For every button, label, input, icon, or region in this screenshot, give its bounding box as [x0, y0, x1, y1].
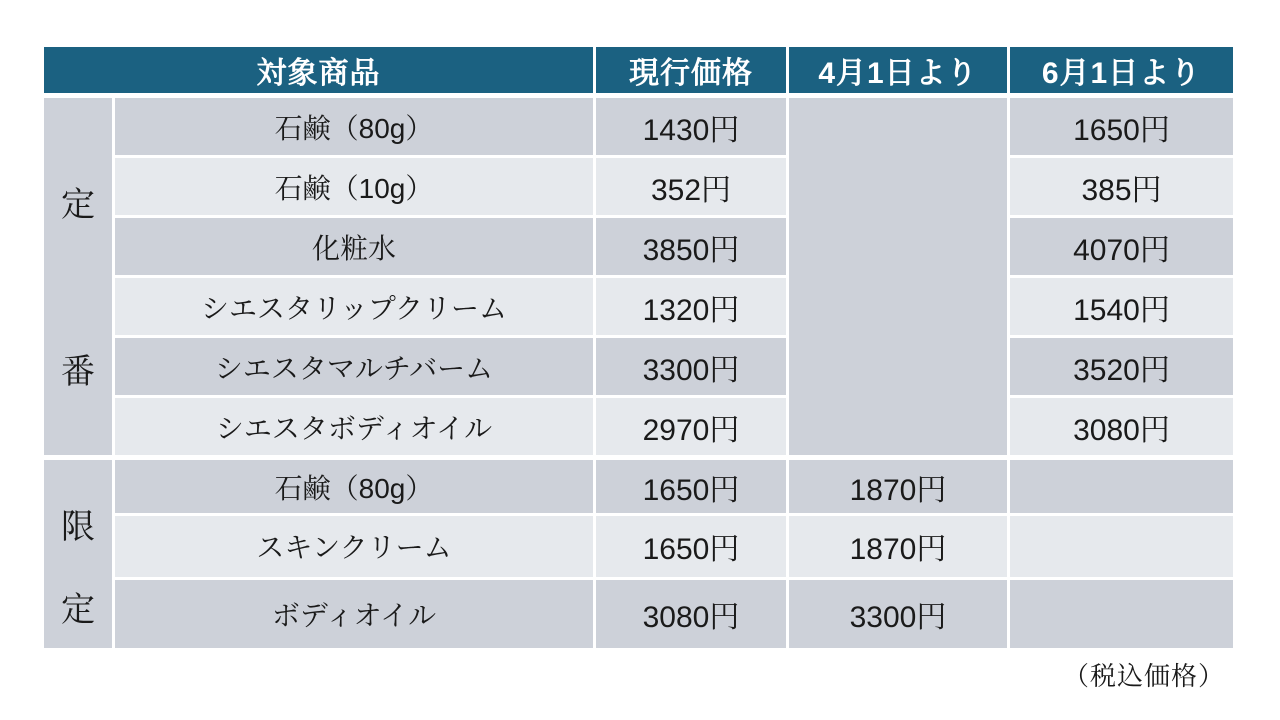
product-cell: 化粧水 [115, 218, 593, 275]
current-price-cell: 1650円 [596, 458, 786, 513]
june-price-blank-cell [1010, 458, 1233, 513]
june-price-cell: 3520円 [1010, 338, 1233, 395]
col-header-from-april: 4月1日より [789, 47, 1007, 95]
col-header-current-price: 現行価格 [596, 47, 786, 95]
header-row [44, 47, 1233, 95]
current-price-cell: 3850円 [596, 218, 786, 275]
product-cell: スキンクリーム [115, 516, 593, 576]
table-row [44, 458, 1233, 513]
june-price-cell: 1540円 [1010, 278, 1233, 335]
table-row [44, 158, 1233, 215]
current-price-cell: 1320円 [596, 278, 786, 335]
table-row [44, 516, 1233, 576]
current-price-cell: 3080円 [596, 580, 786, 648]
current-price-cell: 1430円 [596, 98, 786, 155]
tax-included-note: （税込価格） [1062, 661, 1225, 691]
product-cell: 石鹸（80g） [115, 98, 593, 155]
category-standard-char-2: 番 [61, 352, 95, 391]
april-price-cell: 1870円 [789, 458, 1007, 513]
category-limited-label [44, 458, 112, 648]
june-price-cell: 3080円 [1010, 398, 1233, 455]
table-row [44, 278, 1233, 335]
table-row [44, 338, 1233, 395]
current-price-cell: 3300円 [596, 338, 786, 395]
table-row [44, 398, 1233, 455]
table-row [44, 98, 1233, 155]
col-header-product: 対象商品 [44, 47, 593, 95]
category-standard-char-1: 定 [61, 185, 95, 224]
product-cell: 石鹸（10g） [115, 158, 593, 215]
product-cell: シエスタボディオイル [115, 398, 593, 455]
price-table [41, 44, 1236, 651]
current-price-cell: 352円 [596, 158, 786, 215]
april-price-cell: 1870円 [789, 516, 1007, 576]
category-limited-char-2: 定 [61, 591, 95, 629]
category-standard-label [44, 98, 112, 455]
june-price-cell: 4070円 [1010, 218, 1233, 275]
table-row [44, 580, 1233, 648]
product-cell: シエスタマルチバーム [115, 338, 593, 395]
april-price-merged-blank-cell [789, 98, 1007, 455]
product-cell: 石鹸（80g） [115, 458, 593, 513]
june-price-cell: 1650円 [1010, 98, 1233, 155]
june-price-blank-cell [1010, 580, 1233, 648]
product-cell: ボディオイル [115, 580, 593, 648]
current-price-cell: 1650円 [596, 516, 786, 576]
col-header-from-june: 6月1日より [1010, 47, 1233, 95]
june-price-cell: 385円 [1010, 158, 1233, 215]
category-limited-char-1: 限 [61, 508, 95, 546]
table-row [44, 218, 1233, 275]
current-price-cell: 2970円 [596, 398, 786, 455]
april-price-cell: 3300円 [789, 580, 1007, 648]
june-price-blank-cell [1010, 516, 1233, 576]
product-cell: シエスタリップクリーム [115, 278, 593, 335]
